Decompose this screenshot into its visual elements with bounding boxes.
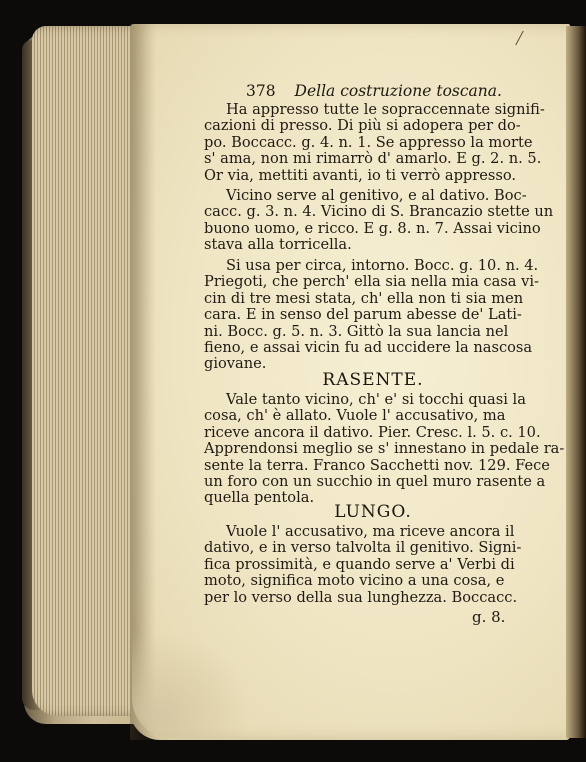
text-line: sente la terra. Franco Sacchetti nov. 129. Fece [204, 456, 550, 474]
paragraph-circa [204, 258, 542, 373]
paragraph-lungo [204, 524, 542, 606]
text-line: cosa, ch' è allato. Vuole l' accusativo, ma [204, 407, 506, 425]
page-number: 378 [246, 82, 276, 100]
text-line: cacc. g. 3. n. 4. Vicino di S. Brancazio stette un [204, 203, 554, 221]
section-heading-rasente: RASENTE. [322, 370, 424, 390]
running-title: Della costruzione toscana. [294, 82, 502, 100]
text-line: cin di tre mesi stata, ch' ella non ti sia men [204, 289, 524, 307]
text-line: Priegoti, che perch' ella sia nella mia casa vi- [204, 273, 539, 291]
text-line: Si usa per circa, intorno. Bocc. g. 10. n. 4. [226, 257, 539, 274]
text-line: cazioni di presso. Di più si adopera per do- [204, 117, 521, 135]
text-line: Vale tanto vicino, ch' e' si tocchi quasi la [226, 391, 526, 408]
text-line: buono uomo, e ricco. E g. 8. n. 7. Assai vicino [204, 219, 541, 237]
text-line: ni. Bocc. g. 5. n. 3. Gittò la sua lancia nel [204, 322, 509, 340]
text-line: stava alla torricella. [204, 236, 352, 254]
text-line: Ha appresso tutte le sopraccennate signifi- [226, 101, 545, 118]
paragraph-rasente [204, 391, 565, 507]
paragraph-appresso [204, 101, 545, 184]
running-head [246, 82, 526, 100]
text-line: quella pentola. [204, 489, 315, 507]
text-line: riceve ancora il dativo. Pier. Cresc. l. 5. c. 10. [204, 423, 541, 441]
text-line: fieno, e assai vicin fu ad uccidere la nascosa [204, 338, 533, 356]
text-line: un foro con un succhio in quel muro rasente a [204, 472, 546, 490]
text-line: cara. E in senso del parum abesse de' Lati- [204, 306, 522, 324]
text-line: Vuole l' accusativo, ma riceve ancora il [226, 523, 515, 540]
text-line: Or via, mettiti avanti, io ti verrò appresso. [204, 166, 517, 184]
text-line: moto, significa moto vicino a una cosa, e [204, 572, 505, 590]
page-right-edge [566, 26, 586, 738]
section-heading-lungo: LUNGO. [334, 502, 412, 522]
text-line: po. Boccacc. g. 4. n. 1. Se appresso la morte [204, 133, 533, 151]
text-line: fica prossimità, e quando serve a' Verbi di [204, 555, 515, 573]
paragraph-vicino [204, 187, 554, 254]
text-line: Apprendonsi meglio se s' innestano in pedale ra- [204, 440, 565, 458]
text-line: per lo verso della sua lunghezza. Boccacc. [204, 588, 518, 606]
text-line: s' ama, non mi rimarrò d' amarlo. E g. 2. n. 5. [204, 150, 542, 168]
page-edges [32, 26, 144, 716]
text-line: dativo, e in verso talvolta il genitivo. Signi- [204, 539, 522, 557]
catchword: g. 8. [472, 608, 506, 626]
corner-stain [132, 630, 252, 738]
text-line: Vicino serve al genitivo, e al dativo. Boc- [226, 187, 527, 204]
text-line: giovane. [204, 355, 267, 373]
